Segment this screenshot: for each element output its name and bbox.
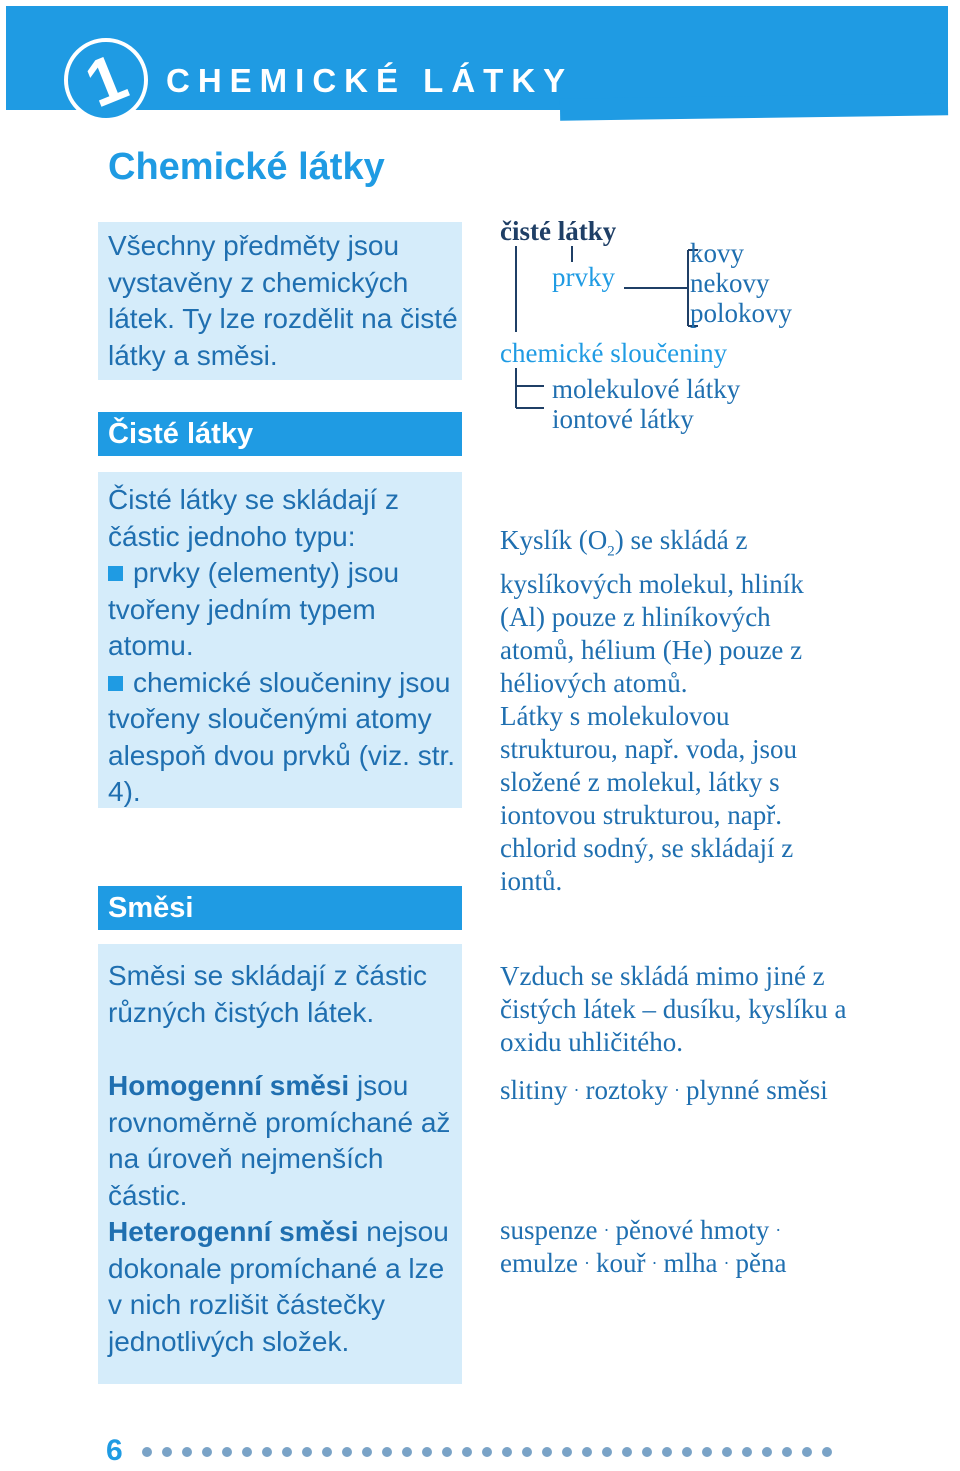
homogeneous-definition: Homogenní směsi jsou rovnoměrně promíchané až na úroveň nejmenších částic. [108, 1070, 451, 1211]
air-composition-text: Vzduch se skládá mimo jiné z čistých látek – dusíku, kyslíku a oxidu uhličitého. [500, 961, 847, 1057]
mixtures-heading-bar [98, 886, 462, 930]
footer-dot [662, 1447, 672, 1457]
pure-substances-examples [500, 524, 850, 898]
mixtures-text: Směsi se skládají z částic různých čistých látek. [108, 960, 427, 1028]
footer-dot [642, 1447, 652, 1457]
footer-dot [682, 1447, 692, 1457]
page-number: 6 [106, 1434, 123, 1467]
footer-dot [782, 1447, 792, 1457]
intro-text: Všechny předměty jsou vystavěny z chemických látek. Ty lze rozdělit na čisté látky a směsi. [108, 230, 458, 371]
footer-dot [822, 1447, 832, 1457]
tree-elements-label: prvky [552, 262, 615, 292]
tree-metals-label: kovy [690, 238, 744, 268]
chapter-number: 1 [75, 38, 137, 122]
homogeneous-examples: slitiny · roztoky · plynné směsi [500, 1075, 828, 1105]
chapter-number-badge [64, 38, 148, 122]
footer-dot [402, 1447, 412, 1457]
square-bullet-icon [108, 676, 123, 691]
footer-dot [722, 1447, 732, 1457]
footer-dot [222, 1447, 232, 1457]
substance-classification-tree [500, 214, 830, 444]
footer-dot [342, 1447, 352, 1457]
tree-metalloids-label: polokovy [690, 298, 793, 328]
tree-root-label: čisté látky [500, 216, 617, 246]
examples-paragraph: Kyslík $(O_2)$ se skládá z kyslíkových molekul, hliník (Al) pouze z hliníkových atomů, hélium (He) pouze z héliových atomů. [500, 525, 804, 699]
footer-dot [322, 1447, 332, 1457]
bullet-item-compounds: chemické sloučeniny jsou tvořeny sloučenými atomy alespoň dvou prvků (viz. str. 4). [108, 666, 456, 807]
footer-dot [542, 1447, 552, 1457]
homogeneous-term: Homogenní směsi [108, 1070, 350, 1101]
footer-dot [442, 1447, 452, 1457]
footer-dot [702, 1447, 712, 1457]
tree-ionic-label: iontové látky [552, 404, 694, 434]
footer-dot [382, 1447, 392, 1457]
heterogeneous-term: Heterogenní směsi [108, 1216, 359, 1247]
footer-dot [522, 1447, 532, 1457]
footer-dot [182, 1447, 192, 1457]
pure-substances-heading-bar [98, 412, 462, 456]
footer-dot [302, 1447, 312, 1457]
chapter-header-tail [560, 93, 948, 120]
chapter-title: CHEMICKÉ LÁTKY [166, 62, 574, 99]
footer-dot [142, 1447, 152, 1457]
heterogeneous-definition: Heterogenní směsi nejsou dokonale promíchané a lze v nich rozlišit částečky jednotlivých složek. [108, 1216, 449, 1357]
page-title: Chemické látky [108, 146, 385, 188]
square-bullet-icon [108, 566, 123, 581]
tree-compounds-label: chemické sloučeniny [500, 338, 728, 368]
tree-molecular-label: molekulové látky [552, 374, 741, 404]
footer-dot [482, 1447, 492, 1457]
footer-dot [622, 1447, 632, 1457]
pure-substances-text-block [108, 482, 458, 811]
structure-paragraph: Látky s molekulovou strukturou, např. voda, jsou složené z molekul, látky s iontovou strukturou, např. chlorid sodný, se skládají z iontů. [500, 701, 797, 897]
pure-substances-text: Čisté látky se skládají z částic jednoho typu: [108, 484, 399, 552]
mixtures-heading: Směsi [108, 892, 194, 924]
footer-dot [262, 1447, 272, 1457]
footer-dot [162, 1447, 172, 1457]
footer-dot [582, 1447, 592, 1457]
pure-substances-heading: Čisté látky [108, 418, 254, 450]
footer-dot [422, 1447, 432, 1457]
footer-dot [362, 1447, 372, 1457]
footer-dot [462, 1447, 472, 1457]
tree-nonmetals-label: nekovy [690, 268, 770, 298]
heterogeneous-examples: suspenze · pěnové hmoty · emulze · kouř · mlha · pěna [500, 1215, 787, 1278]
footer-dot [242, 1447, 252, 1457]
footer-dot [802, 1447, 812, 1457]
footer-dot [202, 1447, 212, 1457]
footer-dot-row [142, 1444, 842, 1462]
footer-dot [742, 1447, 752, 1457]
footer-dot [282, 1447, 292, 1457]
bullet-item-elements: prvky (elementy) jsou tvořeny jedním typem atomu. [108, 557, 400, 661]
footer-dot [762, 1447, 772, 1457]
footer-dot [502, 1447, 512, 1457]
footer-dot [602, 1447, 612, 1457]
footer-dot [562, 1447, 572, 1457]
